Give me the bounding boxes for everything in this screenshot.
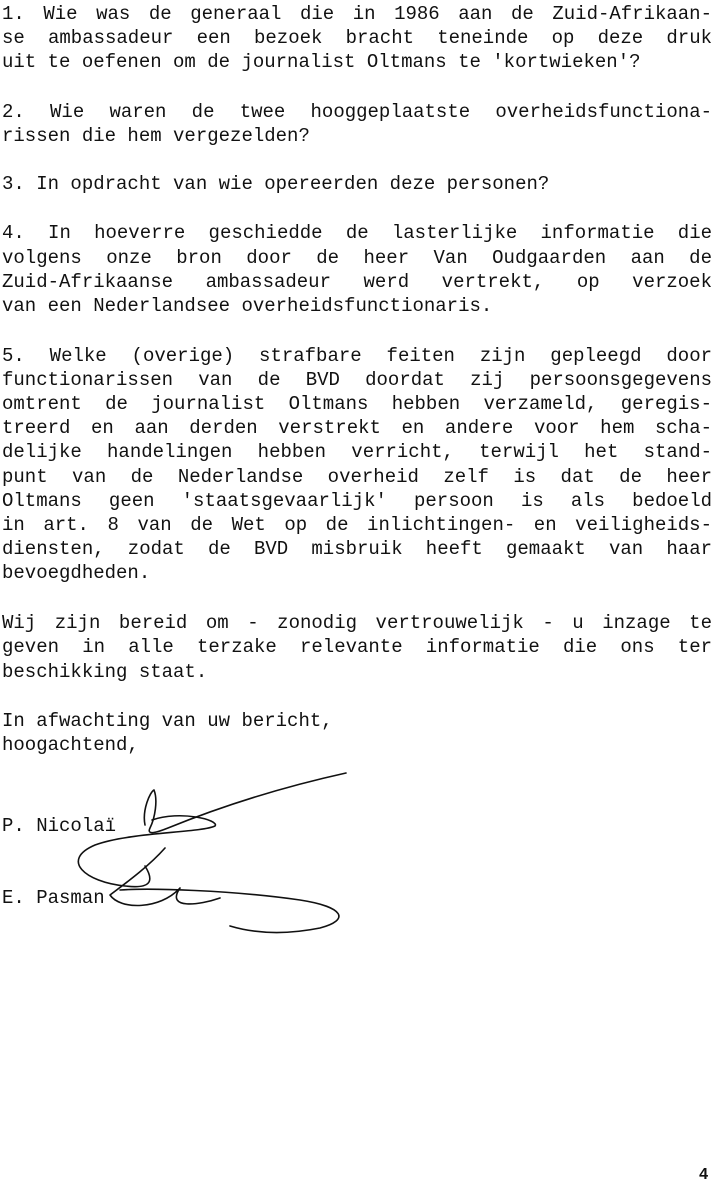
- text-line: volgens onze bron door de heer Van Oudgaarden aan de: [2, 247, 712, 269]
- text-line: 1. Wie was de generaal die in 1986 aan de Zuid-Afrikaan-: [2, 3, 712, 25]
- text-line: punt van de Nederlandse overheid zelf is dat de heer: [2, 466, 712, 488]
- text-line: delijke handelingen hebben verricht, terwijl het stand-: [2, 441, 712, 463]
- text-line: se ambassadeur een bezoek bracht teneinde op deze druk: [2, 27, 712, 49]
- text-line: functionarissen van de BVD doordat zij persoonsgegevens: [2, 369, 712, 391]
- text-line: beschikking staat.: [2, 661, 208, 683]
- text-line: rissen die hem vergezelden?: [2, 125, 310, 147]
- handwritten-signature: [50, 770, 360, 950]
- text-line: bevoegdheden.: [2, 562, 151, 584]
- text-line: Oltmans geen 'staatsgevaarlijk' persoon is als bedoeld: [2, 490, 712, 512]
- signatory-1: P. Nicolaï: [2, 815, 117, 837]
- text-line: hoogachtend,: [2, 734, 139, 756]
- text-line: 3. In opdracht van wie opereerden deze personen?: [2, 173, 550, 195]
- text-line: Wij zijn bereid om - zonodig vertrouwelijk - u inzage te: [2, 612, 712, 634]
- text-line: 2. Wie waren de twee hooggeplaatste overheidsfunctiona-: [2, 101, 712, 123]
- text-line: uit te oefenen om de journalist Oltmans te 'kortwieken'?: [2, 51, 641, 73]
- text-line: 5. Welke (overige) strafbare feiten zijn gepleegd door: [2, 345, 712, 367]
- text-line: diensten, zodat de BVD misbruik heeft gemaakt van haar: [2, 538, 712, 560]
- text-line: omtrent de journalist Oltmans hebben verzameld, geregis-: [2, 393, 712, 415]
- text-line: Zuid-Afrikaanse ambassadeur werd vertrekt, op verzoek: [2, 271, 712, 293]
- text-line: treerd en aan derden verstrekt en andere voor hem scha-: [2, 417, 712, 439]
- text-line: In afwachting van uw bericht,: [2, 710, 333, 732]
- signatory-2: E. Pasman: [2, 887, 105, 909]
- text-line: geven in alle terzake relevante informatie die ons ter: [2, 636, 712, 658]
- text-line: van een Nederlandsee overheidsfunctionaris.: [2, 295, 493, 317]
- text-line: 4. In hoeverre geschiedde de lasterlijke informatie die: [2, 222, 712, 244]
- page-number: 4: [699, 1166, 708, 1183]
- text-line: in art. 8 van de Wet op de inlichtingen- en veiligheids-: [2, 514, 712, 536]
